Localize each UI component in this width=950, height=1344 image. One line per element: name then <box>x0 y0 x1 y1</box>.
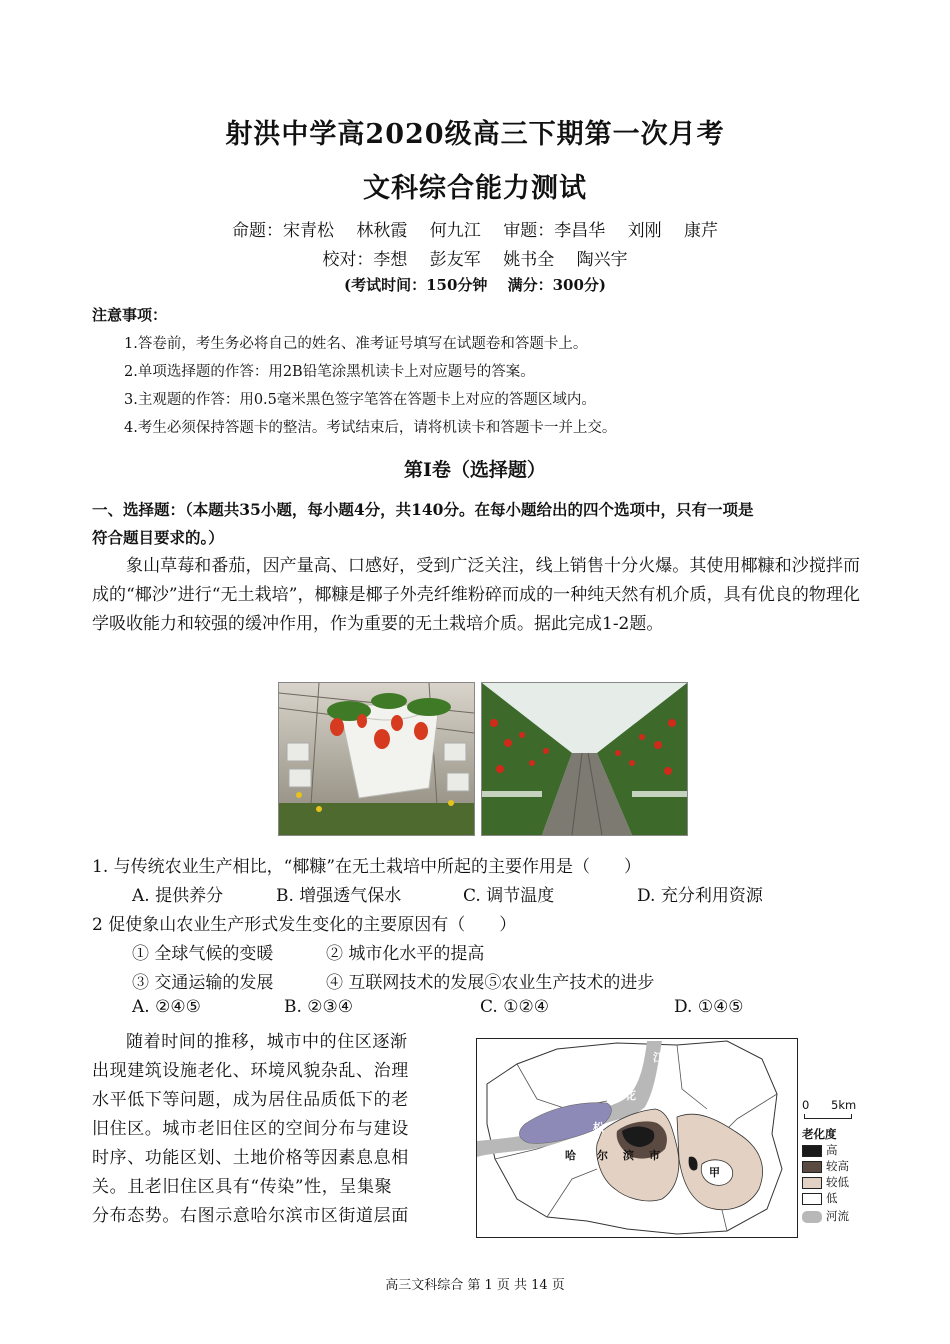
passage-line: 关。且老旧住区具有“传染”性，呈集聚 <box>92 1177 393 1197</box>
question-1-option-d: D. 充分利用资源 <box>637 886 763 906</box>
city-label: 市 <box>649 1149 660 1162</box>
proofread-line: 校对：李想 彭友军 姚书全 陶兴宇 <box>322 250 628 270</box>
harbin-aging-map <box>476 1038 798 1238</box>
legend-low: 低 <box>802 1190 838 1206</box>
page-title: 射洪中学高2020级高三下期第一次月考 <box>225 119 725 150</box>
legend-high: 高 <box>802 1142 838 1158</box>
question-2-option-c: C. ①②④ <box>480 997 549 1017</box>
strawberry-photo <box>278 682 475 836</box>
note-item: 2.单项选择题的作答：用2B铅笔涂黑机读卡上对应题号的答案。 <box>124 364 535 380</box>
note-item: 3.主观题的作答：用0.5毫米黑色签字笔答在答题卡上对应的答题区域内。 <box>124 392 596 408</box>
city-label: 哈 <box>565 1149 576 1162</box>
city-label: 滨 <box>623 1149 634 1162</box>
legend-fairly-high: 较高 <box>802 1158 849 1174</box>
scale-zero: 0 <box>802 1098 810 1112</box>
location-jia-label: 甲 <box>709 1166 720 1179</box>
question-1-option-c: C. 调节温度 <box>463 886 555 906</box>
question-2-choice: ③ 交通运输的发展 <box>132 973 274 993</box>
scale-bar <box>804 1114 852 1119</box>
question-2-choice: ④ 互联网技术的发展⑤农业生产技术的进步 <box>326 973 655 993</box>
passage-line: 水平低下等问题，成为居住品质低下的老 <box>92 1090 409 1110</box>
passage-line: 分布态势。右图示意哈尔滨市区街道层面 <box>92 1206 409 1226</box>
question-2-option-b: B. ②③④ <box>284 997 354 1017</box>
river-label: 江 <box>653 1051 664 1064</box>
question-2-choice: ① 全球气候的变暖 <box>132 944 274 964</box>
city-label: 尔 <box>597 1149 608 1162</box>
passage-line: 随着时间的推移，城市中的住区逐渐 <box>126 1032 408 1052</box>
notes-heading: 注意事项： <box>92 306 168 324</box>
authors-line: 命题：宋青松 林秋霞 何九江 审题：李昌华 刘刚 康芹 <box>231 221 719 241</box>
passage-strawberry: 象山草莓和番茄，因产量高、口感好，受到广泛关注，线上销售十分火爆。其使用椰糠和沙搅拌而成的“椰沙”进行“无土栽培”，椰糠是椰子外壳纤维粉碎而成的一种纯天然有机介质，具有优良的物理化学吸收能力和较强的缓冲作用，作为重要的无土栽培介质。据此完成1-2题。 <box>92 556 860 634</box>
exam-info: (考试时间：150分钟 满分：300分) <box>343 276 607 294</box>
section-intro: 符合题目要求的。） <box>92 528 224 547</box>
question-2-choice: ② 城市化水平的提高 <box>326 944 485 964</box>
page-subtitle: 文科综合能力测试 <box>363 173 587 204</box>
question-1-option-a: A. 提供养分 <box>132 886 224 906</box>
passage-line: 出现建筑设施老化、环境风貌杂乱、治理 <box>92 1061 409 1081</box>
legend-fairly-low: 较低 <box>802 1174 849 1190</box>
page-footer: 高三文科综合 第 1 页 共 14 页 <box>385 1278 565 1293</box>
river-label: 花 <box>625 1089 636 1102</box>
section-title: 第I卷（选择题） <box>404 459 546 481</box>
question-1-option-b: B. 增强透气保水 <box>276 886 402 906</box>
passage-line: 旧住区。城市老旧住区的空间分布与建设 <box>92 1119 409 1139</box>
question-2-stem: 2 促使象山农业生产形式发生变化的主要原因有（ ） <box>92 915 517 935</box>
question-1-stem: 1. 与传统农业生产相比，“椰糠”在无土栽培中所起的主要作用是（ ） <box>92 857 642 877</box>
question-2-option-a: A. ②④⑤ <box>132 997 201 1017</box>
scale-km: 5km <box>831 1098 857 1112</box>
river-label: 松 <box>593 1121 604 1134</box>
tomato-photo <box>481 682 688 836</box>
question-2-option-d: D. ①④⑤ <box>674 997 744 1017</box>
legend-river: 河流 <box>802 1208 849 1224</box>
section-intro: 一、选择题：（本题共35小题，每小题4分，共140分。在每小题给出的四个选项中，只有一项是 <box>92 500 754 519</box>
passage-line: 时序、功能区划、土地价格等因素息息相 <box>92 1148 409 1168</box>
legend-title: 老化度 <box>802 1127 837 1141</box>
note-item: 1.答卷前，考生务必将自己的姓名、准考证号填写在试题卷和答题卡上。 <box>124 336 588 352</box>
note-item: 4.考生必须保持答题卡的整洁。考试结束后，请将机读卡和答题卡一并上交。 <box>124 420 617 436</box>
